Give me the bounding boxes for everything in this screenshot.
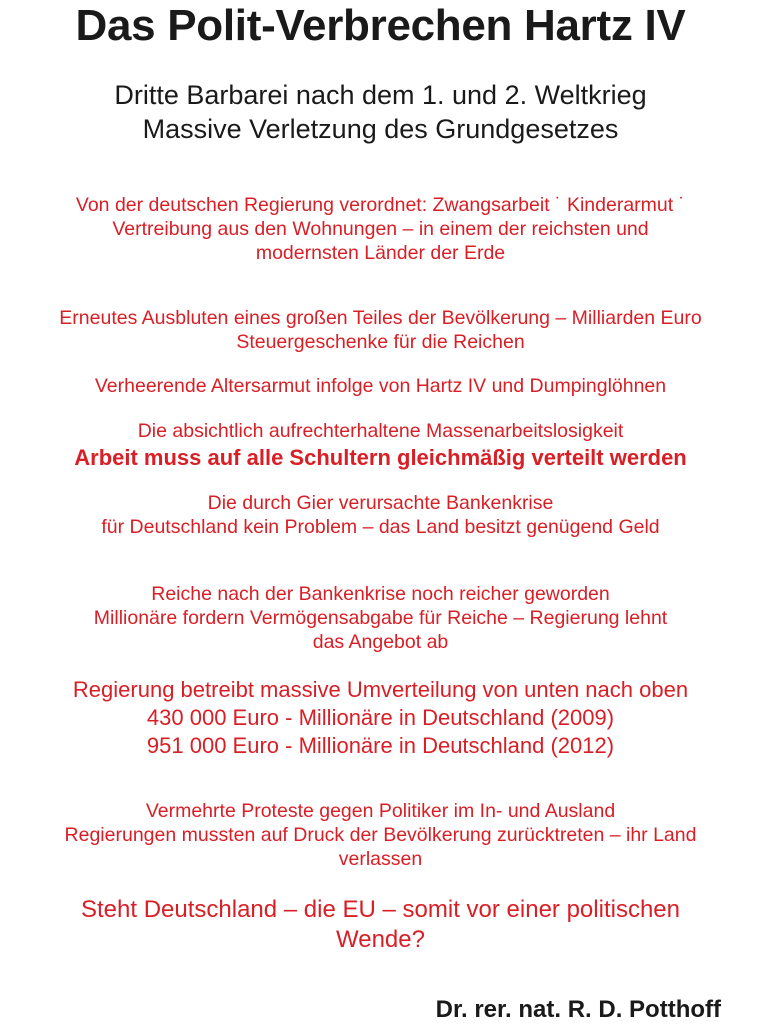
text-line: Erneutes Ausbluten eines großen Teiles der Bevölkerung – Milliarden Euro <box>59 307 702 329</box>
text-line: Verheerende Altersarmut infolge von Hartz IV und Dumpinglöhnen <box>94 375 667 397</box>
text-line: verlassen <box>338 848 423 870</box>
text-line: 951 000 Euro - Millionäre in Deutschland (2012) <box>146 733 615 758</box>
text-line: Millionäre fordern Vermögensabgabe für Reiche – Regierung lehnt <box>93 607 668 629</box>
text-line: für Deutschland kein Problem – das Land besitzt genügend Geld <box>101 516 660 538</box>
text-line: Die absichtlich aufrechterhaltene Massenarbeitslosigkeit <box>137 420 624 442</box>
text-line-bold: Arbeit muss auf alle Schultern gleichmäßig verteilt werden <box>74 445 687 470</box>
page-title: Das Polit-Verbrechen Hartz IV <box>75 1 686 50</box>
text-line: das Angebot ab <box>312 631 449 653</box>
text-line: Regierung betreibt massive Umverteilung von unten nach oben <box>72 677 689 702</box>
text-line: Steuergeschenke für die Reichen <box>236 331 525 353</box>
text-line: Steht Deutschland – die EU – somit vor einer politischen <box>81 896 680 923</box>
subtitle-line-1: Dritte Barbarei nach dem 1. und 2. Weltkrieg <box>114 80 647 110</box>
text-line: Vertreibung aus den Wohnungen – in einem der reichsten und <box>112 218 649 240</box>
subtitle-line-2: Massive Verletzung des Grundgesetzes <box>142 114 619 144</box>
text-line: Wende? <box>336 926 425 953</box>
text-line: modernsten Länder der Erde <box>255 242 506 264</box>
text-line: Reiche nach der Bankenkrise noch reicher geworden <box>151 583 610 605</box>
text-line: Vermehrte Proteste gegen Politiker im In- und Ausland <box>145 800 616 822</box>
text-line: 430 000 Euro - Millionäre in Deutschland (2009) <box>146 705 615 730</box>
text-line: Die durch Gier verursachte Bankenkrise <box>207 492 554 514</box>
text-line: Regierungen mussten auf Druck der Bevölkerung zurücktreten – ihr Land <box>64 824 697 846</box>
author: Dr. rer. nat. R. D. Potthoff <box>435 996 721 1023</box>
text-line: Von der deutschen Regierung verordnet: Zwangsarbeit ˙ Kinderarmut ˙ <box>75 194 686 216</box>
